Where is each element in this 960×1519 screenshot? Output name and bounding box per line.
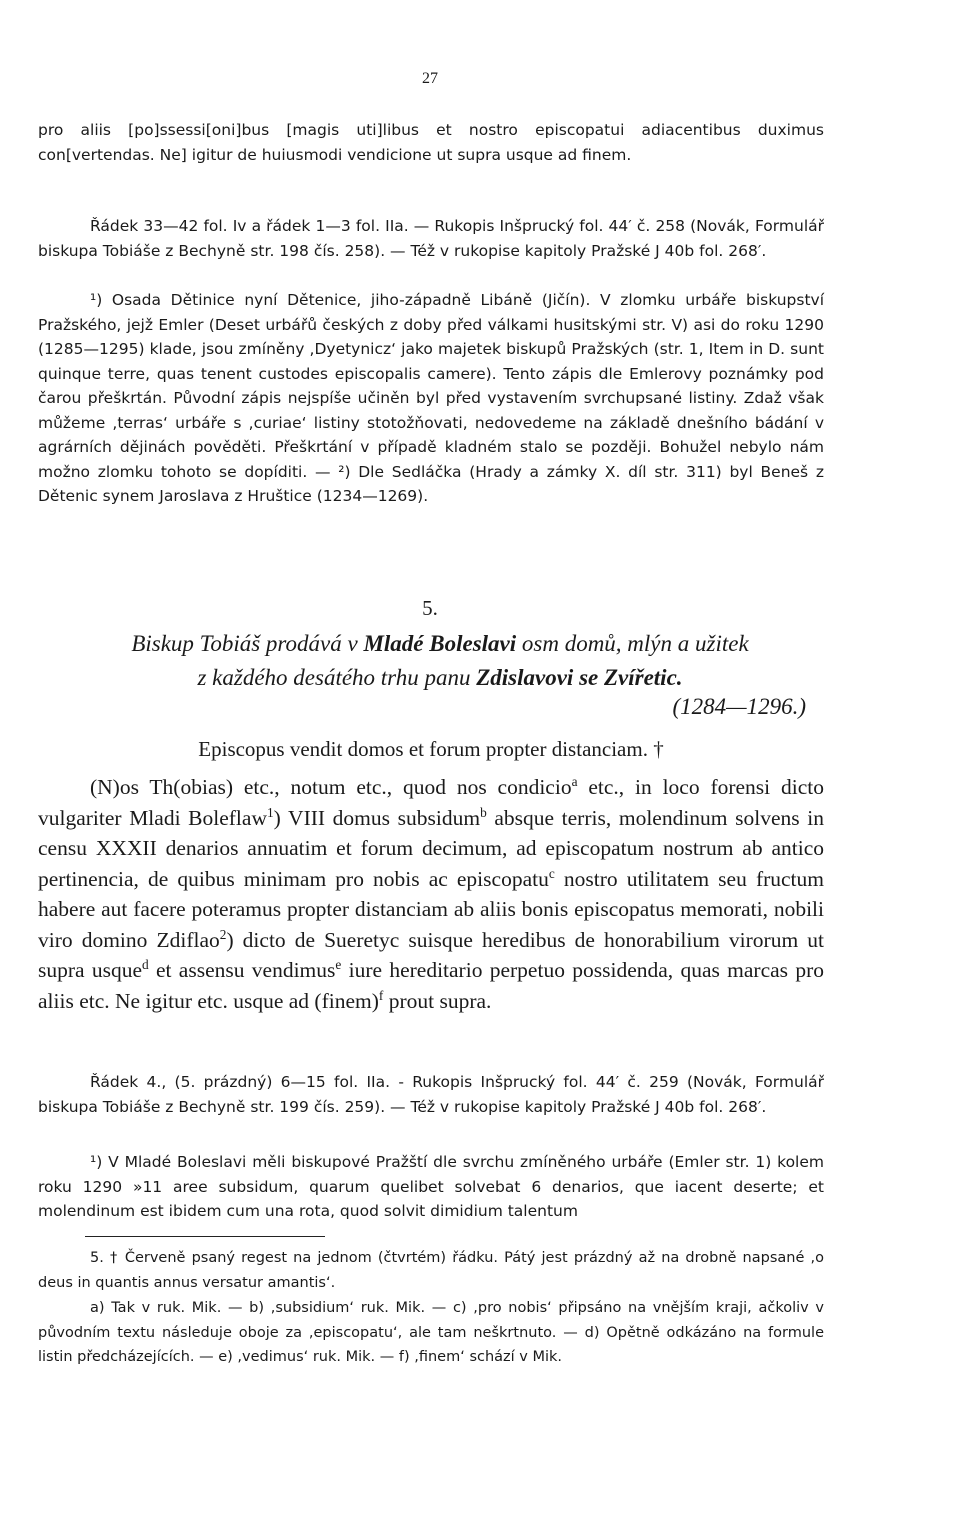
critical-mark: f xyxy=(378,987,384,1003)
charter-part: et assensu vendimus xyxy=(148,958,336,982)
page-number: 27 xyxy=(422,70,438,87)
charter-part: ) VIII domus subsidum xyxy=(273,805,481,830)
charter-part: iure hereditario perpetuo possidenda, quas marcas pro aliis etc. Ne igitur etc. usque ad (finem) xyxy=(38,958,824,1013)
source-note: Řádek 4., (5. prázdný) 6—15 fol. IIa. - Rukopis Inšprucký fol. 44′ č. 259 (Novák, Formulář biskupa Tobiáše z Bechyně str. 199 čís. 259). — Též v rukopise kapitoly Pražské J 40b fol. 268′. xyxy=(38,1073,824,1116)
footnote-divider xyxy=(85,1236,325,1237)
section-heading xyxy=(60,627,820,695)
charter-part: nostro utilitatem seu fructum habere aut facere poteramus propter distanciam ab aliis bonis episcopatus memorati, nobili viro domino Zdiflao xyxy=(38,866,824,952)
section-date: (1284—1296.) xyxy=(672,694,806,719)
footnote-mark: 2 xyxy=(219,926,227,942)
heading-place-name: Mladé Boleslavi xyxy=(363,631,517,656)
critical-mark: c xyxy=(548,865,555,881)
heading-text-1a: Biskup Tobiáš prodává v xyxy=(131,631,364,656)
heading-text-1c: osm domů, mlýn a užitek xyxy=(516,631,749,656)
previous-source-note: Řádek 33—42 fol. Iv a řádek 1—3 fol. IIa. — Rukopis Inšprucký fol. 44′ č. 258 (Novák, Formulář biskupa Tobiáše z Bechyně str. 198 čís. 258). — Též v rukopise kapitoly Pražské J 40b fol. 268′. xyxy=(38,217,824,260)
previous-footnote: ¹) Osada Dětinice nyní Dětenice, jiho-západně Libáně (Jičín). V zlomku urbáře biskupství Pražského, jejž Emler (Deset urbářů českých z doby před válkami husitskými str. V) asi do roku 1290 (1285—1295) klade, jsou zmíněny ,Dyetynicz‘ jako majetek biskupů Pražských (str. 1, Item in D. sunt quinque terre, quas tenent custodes episcopalis camere). Tento zápis dle Emlerovy poznámky pod čarou přeškrtán. Původní zápis nejspíše učiněn byl před vystavením svrchupsané listiny. Zdaž však můžeme ,terras‘ urbáře s ,curiae‘ listiny stotožňovati, nedovedeme na základě dnešního bádání v agrárních dějinách pověděti. Přeškrtání v případě kladném stalo se později. Bohužel nebylo nám možno zlomku tohoto se dopíditi. — ²) Dle Sedláčka (Hrady a zámky X. díl str. 311) byl Beneš z Dětenic synem Jaroslava z Hruštice (1234—1269). xyxy=(38,291,824,505)
section-number: 5. xyxy=(422,596,438,620)
critical-mark: d xyxy=(142,956,149,972)
charter-part: absque terris, molendinum solvens in censu XXXII denarios annuatim et forum decimum, ad episcopatum nostrum ab antico pertinencia, de quibus minimam pro nobis ac episcopatu xyxy=(38,805,824,891)
charter-part: ) dicto de Sueretyc suisque heredibus de honorabilium virorum ut supra usque xyxy=(38,927,824,982)
heading-person-name: Zdislavovi se Zvířetic. xyxy=(476,665,683,690)
critical-mark: b xyxy=(480,804,487,820)
critical-mark: a xyxy=(571,773,578,789)
critical-mark: e xyxy=(335,956,342,972)
regest: Episcopus vendit domos et forum propter distanciam. † xyxy=(198,737,664,761)
critical-apparatus-note: 5. † Červeně psaný regest na jednom (čtvrtém) řádku. Pátý jest prázdný až na drobně napsané ,o deus in quantis annus versatur amantis‘. xyxy=(38,1250,824,1291)
charter-text xyxy=(38,772,824,1016)
charter-part: prout supra. xyxy=(383,988,492,1013)
critical-apparatus-variants: a) Tak v ruk. Mik. — b) ,subsidium‘ ruk. Mik. — c) ,pro nobis‘ připsáno na vnějším kraji, ačkoliv v původním textu následuje oboje za ,episcopatu‘, ale tam neškrtnuto. — d) Opětně odkázáno na formule listin předcházejících. — e) ,vedimus‘ ruk. Mik. — f) ,finem‘ schází v Mik. xyxy=(38,1300,824,1365)
charter-part: etc., in loco forensi dicto vulgariter Mladi Boleflaw xyxy=(38,775,824,830)
charter-part: (N)os Th(obias) etc., notum etc., quod nos condicio xyxy=(90,775,572,799)
footnote-1: ¹) V Mladé Boleslavi měli biskupové Pražští dle svrchu zmíněného urbáře (Emler str. 1) kolem roku 1290 »11 aree subsidum, quarum quelibet solvebat 6 denarios, que iacent deserte; et molendinum est ibidem cum una rota, quod solvit dimidium talentum xyxy=(38,1153,824,1220)
previous-document-continuation: pro aliis [po]ssessi[oni]bus [magis uti]libus et nostro episcopatui adiacentibus duximus con[vertendas. Ne] igitur de huiusmodi vendicione ut supra usque ad finem. xyxy=(38,121,824,164)
footnote-mark: 1 xyxy=(266,804,274,820)
heading-text-2a: z každého desátého trhu panu xyxy=(197,665,477,690)
